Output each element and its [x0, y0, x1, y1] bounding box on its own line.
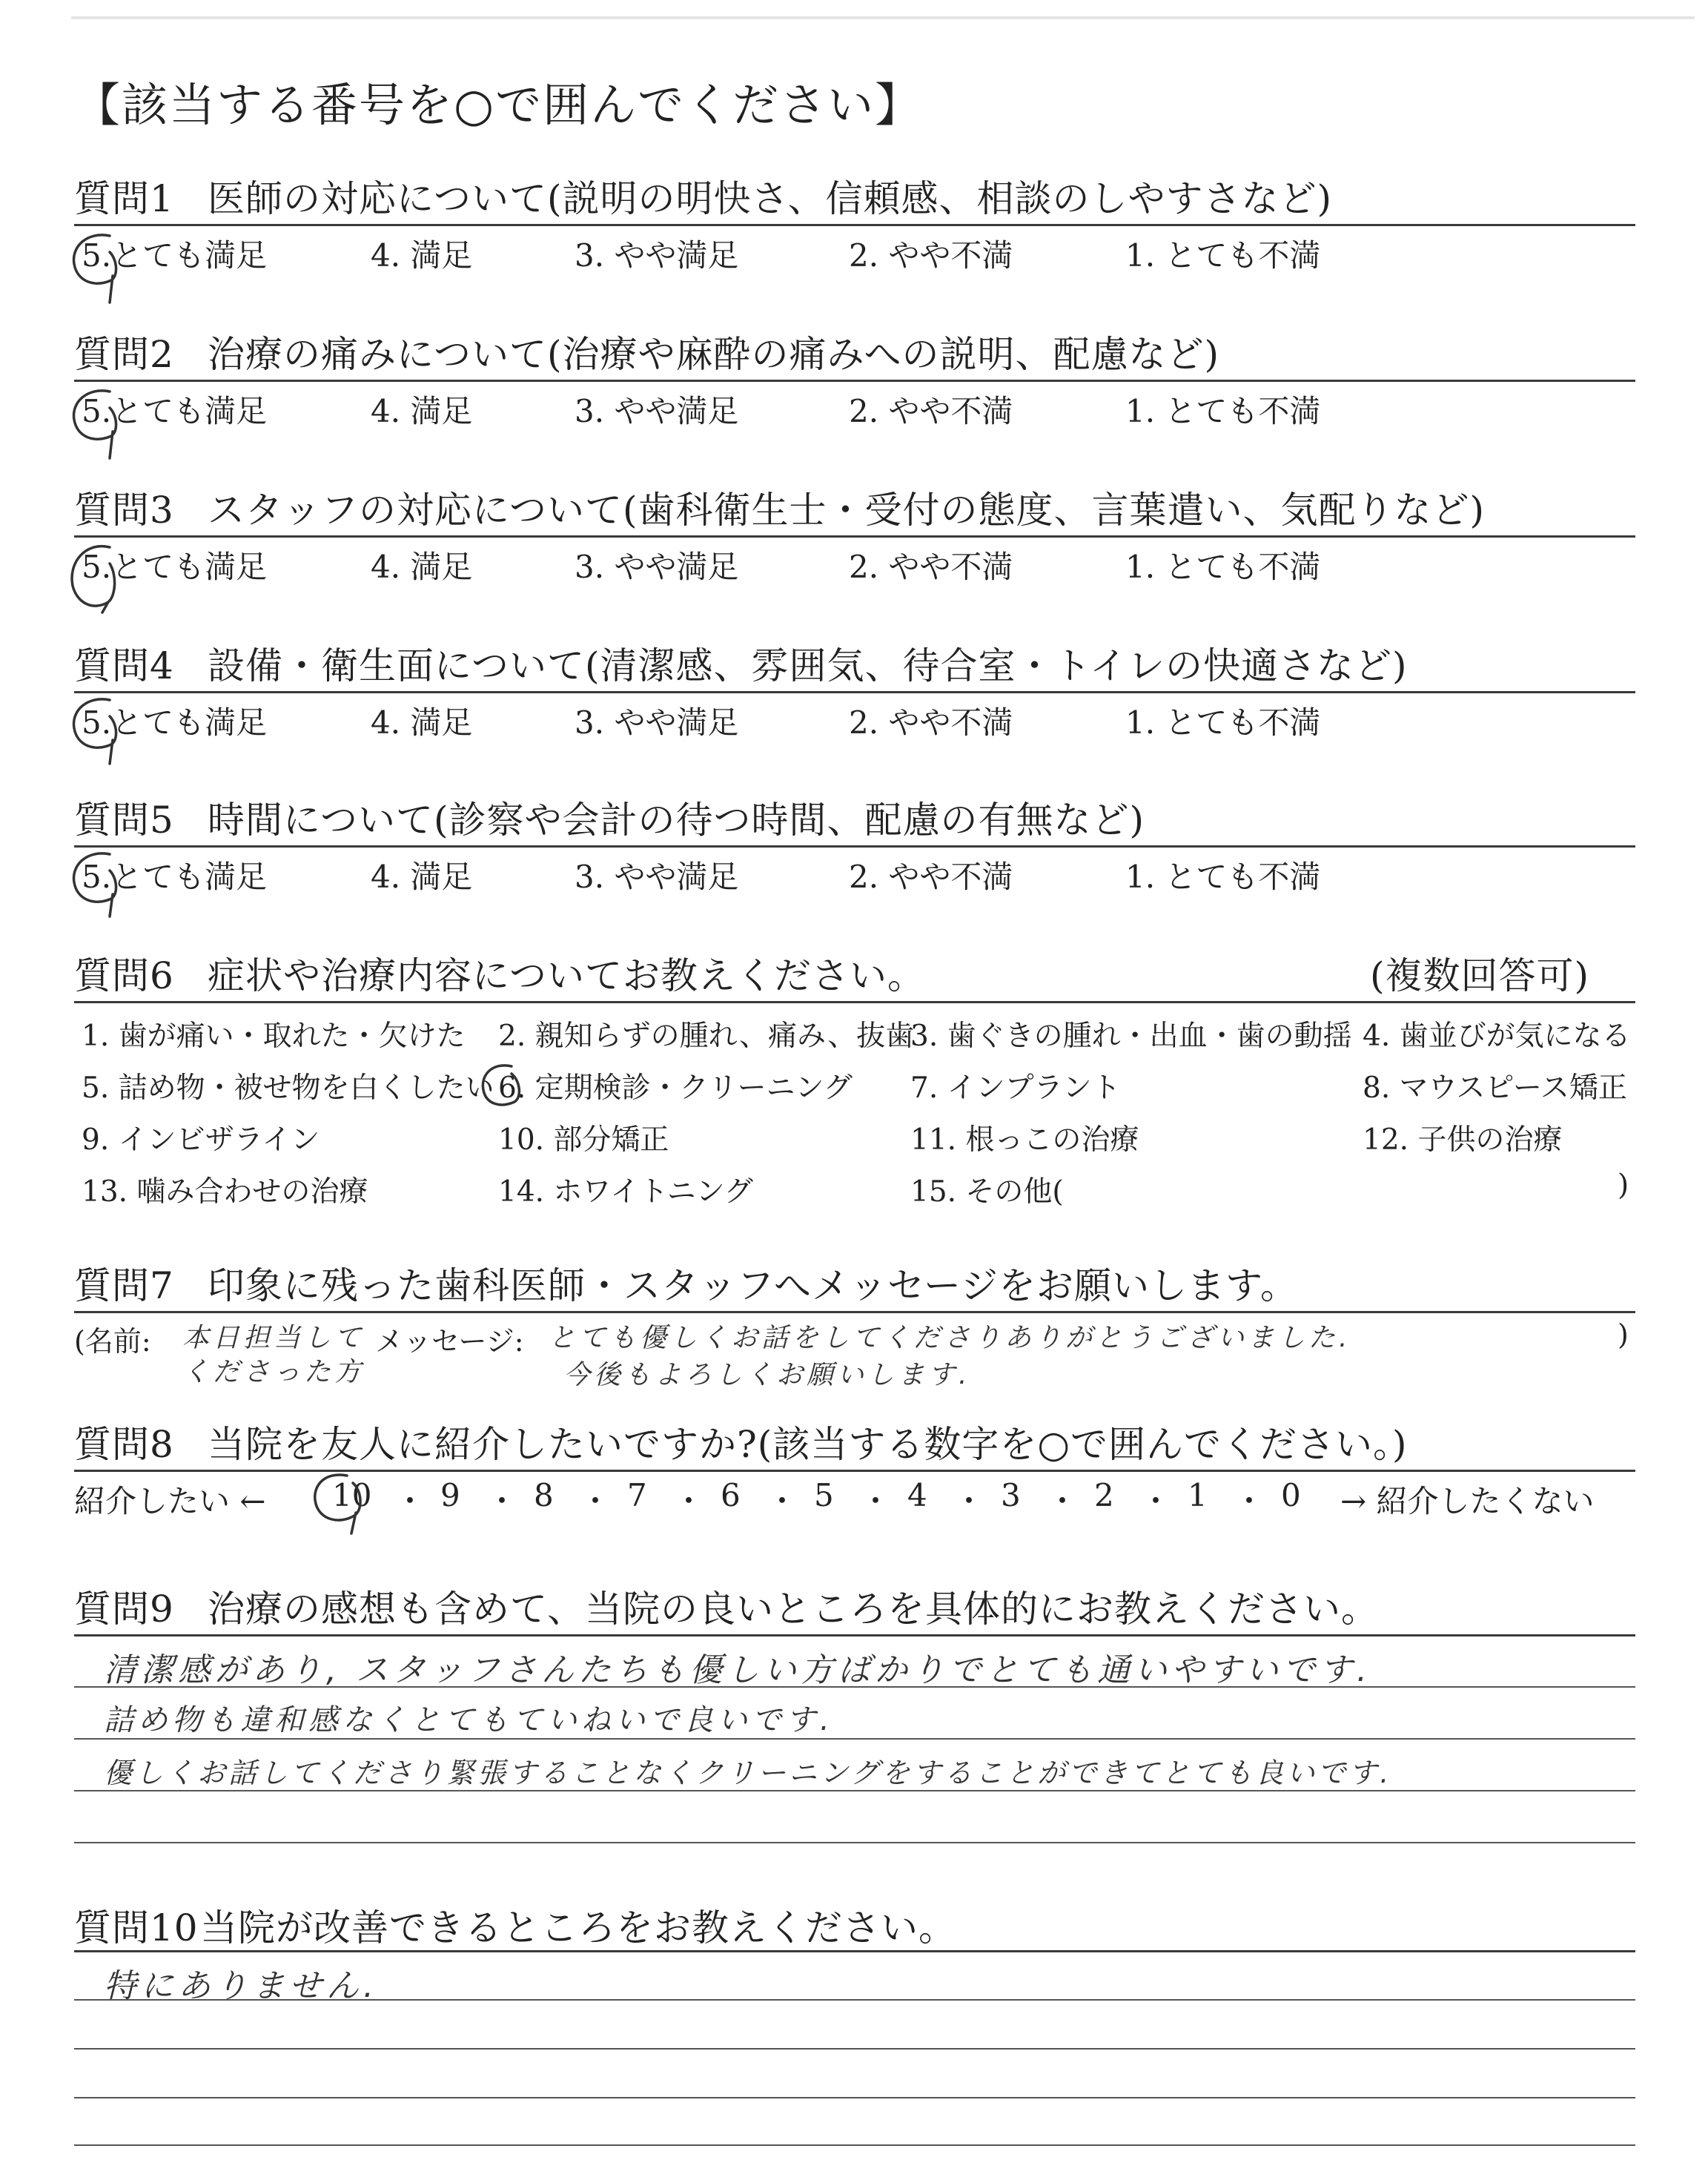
question-1-rule — [74, 224, 1635, 226]
page-title: 【該当する番号を○で囲んでください】 — [74, 78, 923, 132]
q2-option-1[interactable]: 1. とても不満 — [1125, 393, 1321, 429]
q7-name-line-1: 本日担当して — [182, 1323, 365, 1353]
question-7-label: 質問7 — [74, 1264, 174, 1307]
question-5-rule — [74, 845, 1635, 848]
q4-option-2[interactable]: 2. やや不満 — [849, 704, 1013, 741]
q6-option-15[interactable]: 15. その他( — [910, 1175, 1064, 1209]
q6-option-3[interactable]: 3. 歯ぐきの腫れ・出血・歯の動揺 — [910, 1020, 1352, 1053]
question-5-heading — [74, 790, 1145, 844]
question-3-rule — [74, 535, 1635, 538]
question-4-text: 設備・衛生面について(清潔感、雰囲気、待合室・トイレの快適さなど) — [208, 644, 1408, 687]
q8-dot: ・ — [1047, 1483, 1079, 1519]
q6-option-6[interactable]: 6. 定期検診・クリーニング — [498, 1071, 853, 1105]
question-2-text: 治療の痛みについて(治療や麻酔の痛みへの説明、配慮など) — [208, 333, 1220, 376]
q6-option-9[interactable]: 9. インビザライン — [82, 1123, 320, 1157]
q8-option-5[interactable]: 5 — [814, 1477, 834, 1513]
q8-dot: ・ — [580, 1483, 612, 1519]
question-2-label: 質問2 — [74, 333, 174, 376]
q1-option-5[interactable]: 5.とても満足 — [82, 237, 268, 274]
q6-option-4[interactable]: 4. 歯並びが気になる — [1363, 1020, 1631, 1053]
q8-dot: ・ — [1140, 1483, 1172, 1519]
question-1-text: 医師の対応について(説明の明快さ、信頼感、相談のしやすさなど) — [208, 177, 1333, 220]
q3-option-3[interactable]: 3. やや満足 — [575, 549, 739, 585]
question-10-text: 当院が改善できるところをお教えください。 — [200, 1906, 956, 1949]
question-7-rule — [74, 1311, 1635, 1313]
q5-option-1[interactable]: 1. とても不満 — [1125, 859, 1321, 895]
q5-option-3[interactable]: 3. やや満足 — [575, 859, 739, 895]
q6-option-2[interactable]: 2. 親知らずの腫れ、痛み、抜歯 — [498, 1020, 915, 1053]
q4-option-5[interactable]: 5.とても満足 — [82, 704, 268, 741]
q7-message-label: メッセージ: — [375, 1325, 524, 1358]
question-6-rule — [74, 1001, 1635, 1003]
question-3-heading — [74, 480, 1485, 534]
question-1-label: 質問1 — [74, 177, 174, 220]
question-4-label: 質問4 — [74, 644, 174, 687]
question-9-label: 質問9 — [74, 1588, 174, 1631]
q8-dot: ・ — [394, 1483, 426, 1519]
q8-option-7[interactable]: 7 — [627, 1477, 647, 1513]
q8-option-2[interactable]: 2 — [1094, 1477, 1114, 1513]
question-5-label: 質問5 — [74, 799, 174, 842]
question-9-rule — [74, 1634, 1635, 1636]
q3-option-1[interactable]: 1. とても不満 — [1125, 549, 1321, 585]
q6-option-14[interactable]: 14. ホワイトニング — [498, 1175, 753, 1209]
q2-option-3[interactable]: 3. やや満足 — [575, 393, 739, 429]
q6-option-10[interactable]: 10. 部分矯正 — [498, 1123, 669, 1157]
question-6-note: (複数回答可) — [1370, 954, 1590, 997]
q8-dot: ・ — [953, 1483, 985, 1519]
q6-option-5[interactable]: 5. 詰め物・被せ物を白くしたい — [82, 1071, 494, 1105]
q8-option-9[interactable]: 9 — [440, 1477, 460, 1513]
question-6-label: 質問6 — [74, 954, 174, 997]
question-7-heading — [74, 1256, 1298, 1309]
q1-option-2[interactable]: 2. やや不満 — [849, 237, 1013, 274]
question-8-heading — [74, 1415, 1407, 1468]
q8-option-1[interactable]: 1 — [1188, 1477, 1208, 1513]
question-7-text: 印象に残った歯科医師・スタッフへメッセージをお願いします。 — [208, 1264, 1298, 1307]
q8-right-label: → 紹介したくない — [1340, 1483, 1595, 1519]
question-8-rule — [74, 1470, 1635, 1472]
q8-option-0[interactable]: 0 — [1281, 1477, 1301, 1513]
q10-answer-line — [74, 2097, 1635, 2098]
q8-dot: ・ — [767, 1483, 798, 1519]
q6-option-13[interactable]: 13. 噛み合わせの治療 — [82, 1175, 368, 1209]
question-2-rule — [74, 380, 1635, 382]
q7-name-label: (名前: — [74, 1325, 151, 1358]
q8-dot: ・ — [860, 1483, 892, 1519]
q4-option-1[interactable]: 1. とても不満 — [1125, 704, 1321, 741]
q3-option-5[interactable]: 5.とても満足 — [82, 549, 268, 585]
question-6-text: 症状や治療内容についてお教えください。 — [208, 954, 925, 997]
question-10-rule — [74, 1950, 1635, 1952]
question-10-heading — [74, 1898, 956, 1952]
q4-option-3[interactable]: 3. やや満足 — [575, 704, 739, 741]
q6-option-12[interactable]: 12. 子供の治療 — [1363, 1123, 1563, 1157]
q6-option-15-close: ) — [1618, 1169, 1629, 1202]
q1-option-4[interactable]: 4. 満足 — [371, 237, 473, 274]
question-9-text: 治療の感想も含めて、当院の良いところを具体的にお教えください。 — [208, 1588, 1379, 1631]
q4-option-4[interactable]: 4. 満足 — [371, 704, 473, 741]
q8-option-6[interactable]: 6 — [721, 1477, 741, 1513]
q5-option-5[interactable]: 5.とても満足 — [82, 859, 268, 895]
q8-dot: ・ — [673, 1483, 705, 1519]
q7-message-line-2: 今後もよろしくお願いします. — [563, 1360, 971, 1390]
question-4-heading — [74, 636, 1408, 690]
q6-option-1[interactable]: 1. 歯が痛い・取れた・欠けた — [82, 1020, 466, 1053]
question-8-label: 質問8 — [74, 1423, 174, 1466]
q8-left-label: 紹介したい ← — [74, 1483, 266, 1519]
scan-top-edge — [71, 16, 1695, 19]
question-8-text: 当院を友人に紹介したいですか?(該当する数字を○で囲んでください。) — [208, 1423, 1408, 1466]
question-3-text: スタッフの対応について(歯科衛生士・受付の態度、言葉遣い、気配りなど) — [208, 489, 1486, 532]
question-3-label: 質問3 — [74, 489, 174, 532]
q9-answer-line — [74, 1842, 1635, 1843]
q5-option-2[interactable]: 2. やや不満 — [849, 859, 1013, 895]
q9-answer-line-1: 清潔感があり, スタッフさんたちも優しい方ばかりでとても通いやすいです. — [104, 1651, 1371, 1689]
q2-option-4[interactable]: 4. 満足 — [371, 393, 473, 429]
question-4-rule — [74, 691, 1635, 693]
q10-answer-line — [74, 2048, 1635, 2050]
q7-close: ) — [1618, 1318, 1629, 1351]
q8-dot: ・ — [486, 1483, 518, 1519]
q3-option-2[interactable]: 2. やや不満 — [849, 549, 1013, 585]
question-10-label: 質問10 — [74, 1906, 199, 1949]
q10-answer-line — [74, 2144, 1635, 2146]
question-9-heading — [74, 1579, 1379, 1633]
question-2-heading — [74, 325, 1219, 378]
q9-answer-line-2: 詰め物も違和感なくとてもていねいで良いです. — [104, 1703, 834, 1737]
q6-option-7[interactable]: 7. インプラント — [910, 1071, 1121, 1105]
q3-option-4[interactable]: 4. 満足 — [371, 549, 473, 585]
question-6-heading — [74, 946, 925, 1000]
q8-option-3[interactable]: 3 — [1001, 1477, 1021, 1513]
q6-option-11[interactable]: 11. 根っこの治療 — [910, 1123, 1139, 1157]
q10-answer-line-1: 特にありません. — [104, 1967, 378, 2005]
q9-answer-line-3: 優しくお話してくださり緊張することなくクリーニングをすることができてとても良いです. — [104, 1757, 1392, 1789]
q8-dot: ・ — [1234, 1483, 1265, 1519]
q8-option-10[interactable]: 10 — [332, 1477, 372, 1513]
q6-option-8[interactable]: 8. マウスピース矯正 — [1363, 1071, 1627, 1105]
q8-option-8[interactable]: 8 — [534, 1477, 554, 1513]
q5-option-4[interactable]: 4. 満足 — [371, 859, 473, 895]
q7-name-line-2: くださった方 — [182, 1357, 365, 1387]
q1-option-1[interactable]: 1. とても不満 — [1125, 237, 1321, 274]
q7-message-line-1: とても優しくお話をしてくださりありがとうございました. — [549, 1323, 1351, 1353]
q2-option-2[interactable]: 2. やや不満 — [849, 393, 1013, 429]
question-1-heading — [74, 169, 1332, 222]
q1-option-3[interactable]: 3. やや満足 — [575, 237, 739, 274]
q2-option-5[interactable]: 5.とても満足 — [82, 393, 268, 429]
q8-option-4[interactable]: 4 — [907, 1477, 927, 1513]
question-5-text: 時間について(診察や会計の待つ時間、配慮の有無など) — [208, 799, 1145, 842]
